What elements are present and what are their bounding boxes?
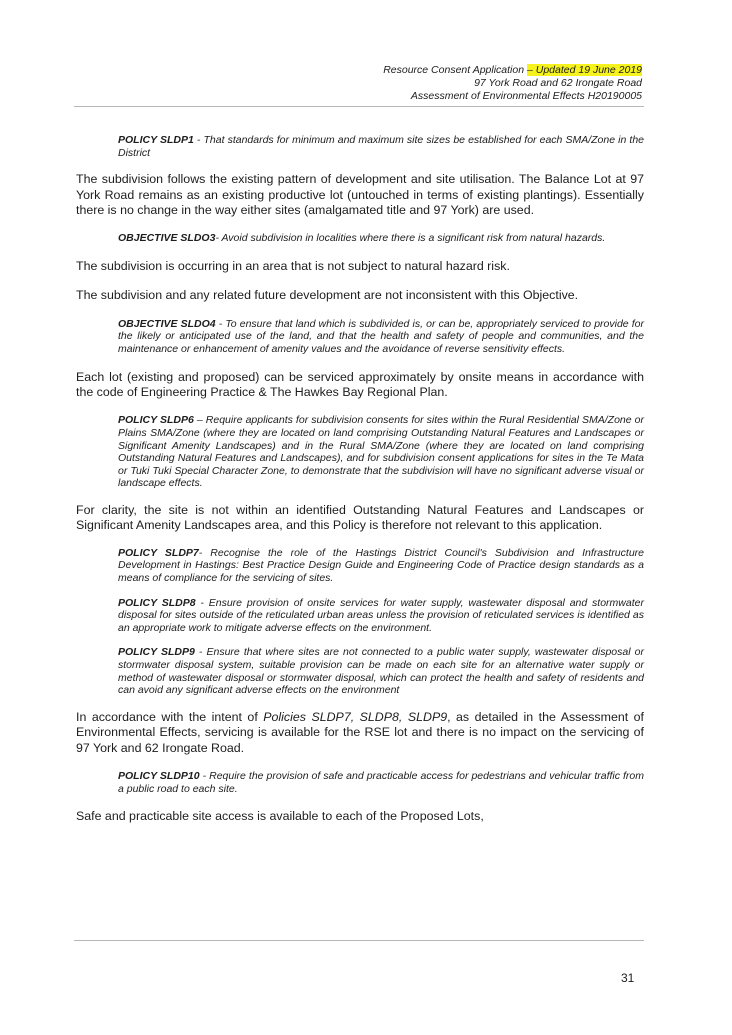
document-header <box>383 64 642 103</box>
objective-sldo3 <box>118 232 644 245</box>
body-text: , as detailed in the Assessment of Environmental Effects, servicing is available for the RSE lot and there is no impact on the servicing of 97 York and 62 Irongate Road. <box>76 709 645 755</box>
body-paragraph: The subdivision and any related future development are not inconsistent with this Objective. <box>76 288 579 303</box>
body-paragraph: Each lot (existing and proposed) can be serviced approximately by onsite means in accordance with the code of Engineering Practice & The Hawkes Bay Regional Plan. <box>76 369 644 399</box>
footer-divider <box>74 940 644 941</box>
policy-reference: Policies SLDP7, SLDP8, SLDP9 <box>263 709 448 724</box>
policy-text: - Ensure provision of onsite services for water supply, wastewater disposal and stormwater disposal for sites outside of the reticulated urban areas unless the provision of reticulated services is identified as an appropriate work to mitigate adverse effects on the environment. <box>118 596 644 634</box>
policy-text: - To ensure that land which is subdivided is, or can be, appropriately serviced to provide for the likely or anticipated use of the land, and that the health and safety of people and communities, and the maintenance or enhancement of amenity values and the avoidance of reverse sensitivity effects. <box>118 317 644 355</box>
policy-sldp8 <box>118 597 644 635</box>
policy-label: POLICY SLDP9 <box>118 646 195 659</box>
header-divider <box>74 106 644 107</box>
policy-sldp1 <box>118 134 644 159</box>
policy-sldp6 <box>118 414 644 490</box>
policy-text: - Recognise the role of the Hastings District Council's Subdivision and Infrastructure Development in Hastings: Best Practice Design Guide and Engineering Code of Practice design standards as a means of compliance for the servicing of sites. <box>118 546 644 584</box>
policy-label: POLICY SLDP10 <box>118 769 200 782</box>
policy-sldp7 <box>118 547 644 585</box>
policy-label: OBJECTIVE SLDO3 <box>118 232 216 245</box>
header-line-1 <box>383 64 642 77</box>
policy-text: – Require applicants for subdivision consents for sites within the Rural Residential SMA/Zone or Plains SMA/Zone (where they are located on land comprising Outstanding Natural Features and Landscapes or Significant Amenity Landscapes) and in the Rural SMA/Zone (where they are located on land comprising Outstanding Natural Features and Landscapes), and for subdivision consent applications for sites in the Te Mata or Tuki Tuki Special Character Zone, to demonstrate that the subdivision will have no significant adverse visual or landscape effects. <box>118 414 644 490</box>
policy-label: POLICY SLDP8 <box>118 596 196 609</box>
page-number: 31 <box>621 971 635 985</box>
header-line-2: 97 York Road and 62 Irongate Road <box>474 77 642 89</box>
document-body <box>76 134 644 825</box>
policy-label: POLICY SLDP1 <box>118 134 194 146</box>
objective-sldo4 <box>118 318 644 356</box>
body-text: In accordance with the intent of <box>76 709 264 724</box>
policy-sldp9 <box>118 646 644 696</box>
body-paragraph: The subdivision is occurring in an area that is not subject to natural hazard risk. <box>76 259 510 273</box>
policy-text: - Ensure that where sites are not connected to a public water supply, wastewater disposal or stormwater disposal system, suitable provision can be made on each site for an alternative water supply or method of wastewater disposal or stormwater disposal, which can protect the health and safety of residents and can avoid any significant adverse effects on the environment <box>118 646 644 697</box>
body-paragraph: For clarity, the site is not within an identified Outstanding Natural Features and Landscapes or Significant Amenity Landscapes area, and this Policy is therefore not relevant to this application. <box>76 502 644 533</box>
policy-text: - Require the provision of safe and practicable access for pedestrians and vehicular traffic from a public road to each site. <box>118 769 644 795</box>
policy-label: POLICY SLDP7 <box>118 546 199 559</box>
body-paragraph: Safe and practicable site access is available to each of the Proposed Lots, <box>76 809 484 824</box>
header-line-3: Assessment of Environmental Effects H20190005 <box>410 90 642 102</box>
header-title: Resource Consent Application <box>383 64 527 76</box>
policy-text: - That standards for minimum and maximum site sizes be established for each SMA/Zone in the District <box>118 134 644 159</box>
policy-label: OBJECTIVE SLDO4 <box>118 317 216 330</box>
body-paragraph <box>76 710 644 756</box>
policy-label: POLICY SLDP6 <box>118 414 194 427</box>
policy-sldp10 <box>118 770 644 795</box>
header-update-highlight: – Updated 19 June 2019 <box>526 64 642 76</box>
body-paragraph: The subdivision follows the existing pattern of development and site utilisation. The Balance Lot at 97 York Road remains as an existing productive lot (untouched in terms of existing plantings). Essentially there is no change in the way either sites (amalgamated title and 97 York) are used. <box>76 172 644 217</box>
policy-text: - Avoid subdivision in localities where there is a significant risk from natural hazards. <box>215 232 606 245</box>
